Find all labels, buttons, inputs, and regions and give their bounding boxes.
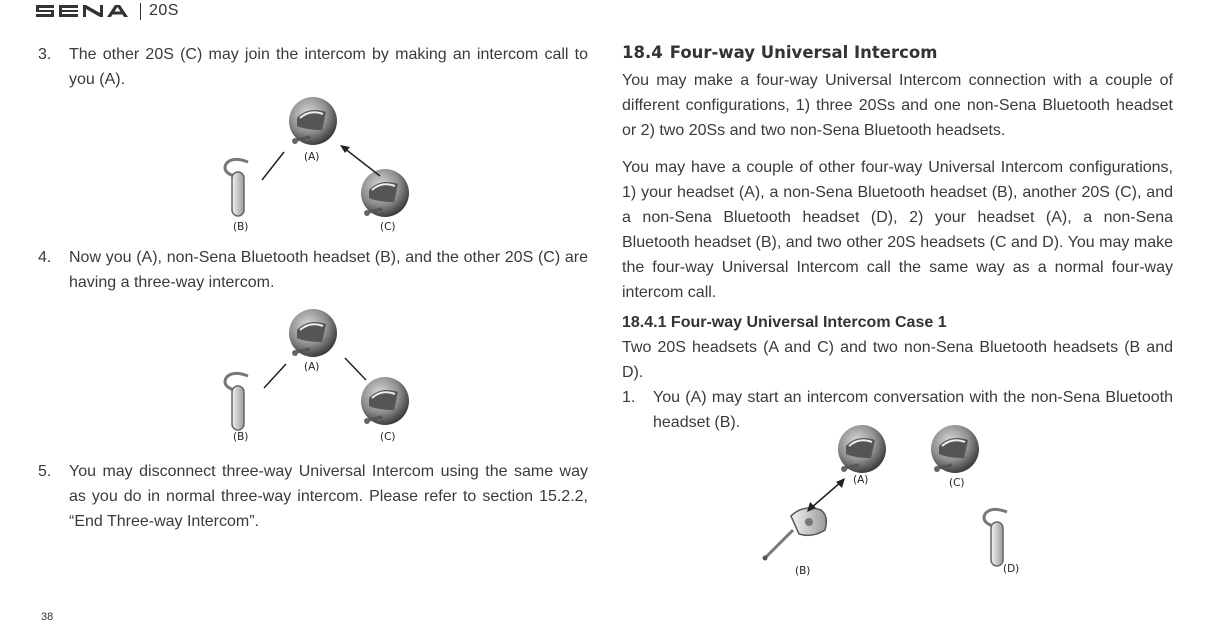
connection-line bbox=[262, 152, 284, 180]
arrow-line bbox=[344, 148, 380, 176]
paragraph-1: You may make a four-way Universal Intercom connection with a couple of different configurations, 1) three 20Ss and one non-Sena Bluetooth headset or 2) two 20Ss and two non-Sena Bluetooth headsets. bbox=[622, 72, 1173, 139]
step-number: 4. bbox=[38, 249, 52, 266]
label-d: (D) bbox=[1003, 563, 1020, 575]
label-a: (A) bbox=[853, 474, 869, 486]
bluetooth-headset-b-icon bbox=[225, 373, 248, 430]
section-heading bbox=[622, 42, 1173, 64]
intercom-figure-3 bbox=[755, 420, 1045, 582]
subsection-heading: 18.4.1 Four-way Universal Intercom Case 1 bbox=[622, 314, 947, 331]
connection-line bbox=[264, 364, 286, 388]
arrow-head-icon bbox=[836, 478, 845, 488]
helmet-a-icon bbox=[838, 425, 886, 473]
section-title: Four-way Universal Intercom bbox=[669, 43, 938, 62]
bluetooth-headset-b-icon bbox=[225, 159, 248, 216]
label-c: (C) bbox=[380, 221, 396, 233]
step-text: Now you (A), non-Sena Bluetooth headset (B), and the other 20S (C) are having a three-way intercom. bbox=[69, 249, 588, 291]
step-4 bbox=[38, 245, 588, 295]
right-column bbox=[622, 42, 1173, 435]
step-number: 3. bbox=[38, 46, 52, 63]
page-header bbox=[34, 2, 179, 20]
helmet-c-icon bbox=[931, 425, 979, 473]
label-a: (A) bbox=[304, 151, 320, 163]
label-b: (B) bbox=[233, 431, 249, 443]
section-number: 18.4 bbox=[622, 43, 663, 62]
connection-line bbox=[345, 358, 366, 380]
helmet-a-icon bbox=[289, 309, 337, 357]
label-b: (B) bbox=[233, 221, 249, 233]
header-divider bbox=[140, 3, 141, 20]
page-number: 38 bbox=[41, 611, 54, 623]
helmet-c-icon bbox=[361, 169, 409, 217]
step-5 bbox=[38, 459, 588, 534]
step-text: You may disconnect three-way Universal Intercom using the same way as you do in normal three-way intercom. Please refer to section 15.2.2, “End Three-way Intercom”. bbox=[69, 463, 588, 530]
bluetooth-headset-d-icon bbox=[984, 509, 1007, 566]
label-a: (A) bbox=[304, 361, 320, 373]
step-text: You (A) may start an intercom conversation with the non-Sena Bluetooth headset (B). bbox=[653, 389, 1173, 431]
model-name: 20S bbox=[149, 2, 179, 19]
helmet-c-icon bbox=[361, 377, 409, 425]
paragraph-2: You may have a couple of other four-way Universal Intercom configurations, 1) your headset (A), a non-Sena Bluetooth headset (B), another 20S (C), and a non-Sena Bluetooth headset (D), 2) your headset (A), a non-Sena Bluetooth headset (B), and two other 20S headsets (C and D). You may make the four-way Universal Intercom call the same way as a normal four-way intercom call. bbox=[622, 159, 1173, 301]
paragraph-3: Two 20S headsets (A and C) and two non-Sena Bluetooth headsets (B and D). bbox=[622, 339, 1173, 381]
step-number: 1. bbox=[622, 389, 636, 406]
step-number: 5. bbox=[38, 463, 52, 480]
step-text: The other 20S (C) may join the intercom by making an intercom call to you (A). bbox=[69, 46, 588, 88]
label-c: (C) bbox=[380, 431, 396, 443]
label-c: (C) bbox=[949, 477, 965, 489]
intercom-figure-1 bbox=[200, 96, 440, 236]
bluetooth-headset-b-icon bbox=[763, 508, 827, 561]
step-3 bbox=[38, 42, 588, 92]
helmet-a-icon bbox=[289, 97, 337, 145]
bidirectional-arrow-line bbox=[811, 482, 841, 508]
label-b: (B) bbox=[795, 565, 811, 577]
sena-logo bbox=[34, 3, 130, 19]
intercom-figure-2 bbox=[200, 304, 440, 444]
